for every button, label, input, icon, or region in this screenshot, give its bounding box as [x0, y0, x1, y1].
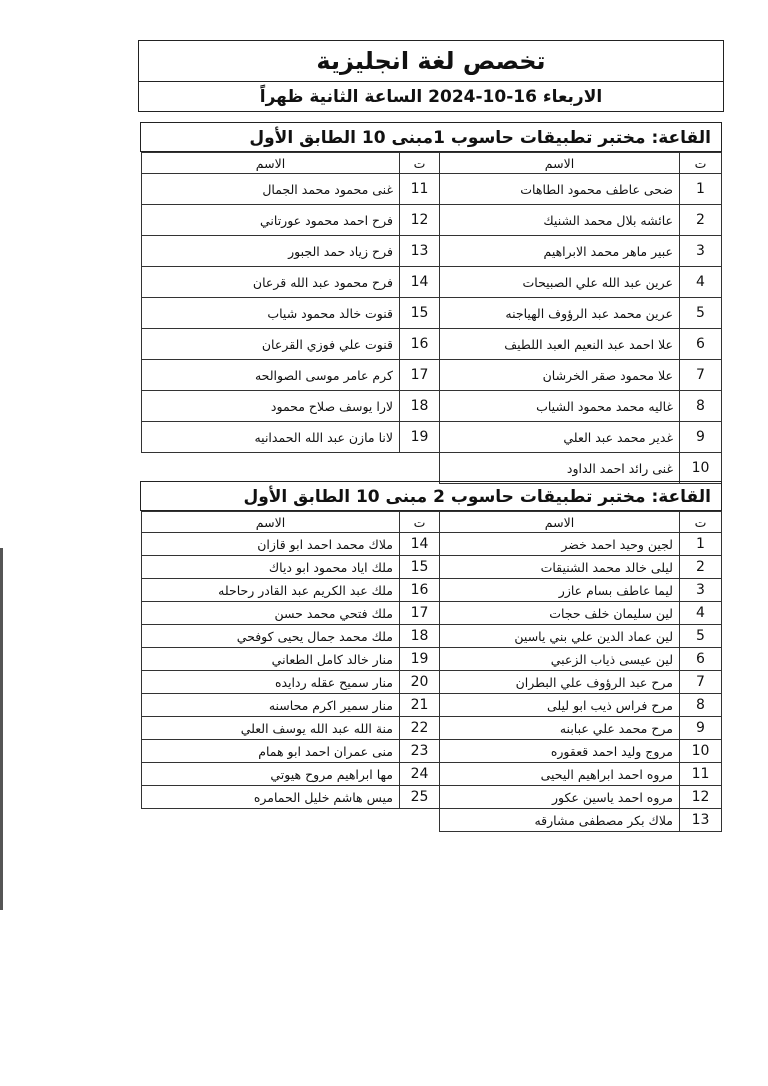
- hall-section-1: [140, 122, 722, 484]
- student-name: قنوت علي فوزي القرعان: [142, 329, 400, 360]
- student-name: غاليه محمد محمود الشياب: [440, 391, 680, 422]
- row-number: 4: [680, 602, 722, 625]
- empty-cell: [142, 809, 400, 832]
- student-name: منى عمران احمد ابو همام: [142, 740, 400, 763]
- table-row: [142, 625, 722, 648]
- student-name: علا محمود صقر الخرشان: [440, 360, 680, 391]
- student-name: مها ابراهيم مروح هيوتي: [142, 763, 400, 786]
- table-header-row: [142, 512, 722, 533]
- row-number: 10: [680, 740, 722, 763]
- student-name: لين عيسى ذياب الزعبي: [440, 648, 680, 671]
- student-name: ملاك بكر مصطفى مشارقه: [440, 809, 680, 832]
- exam-date-time: الاربعاء 16-10-2024 الساعة الثانية ظهراً: [259, 87, 603, 107]
- hall-title: القاعة: مختبر تطبيقات حاسوب 1مبنى 10 الطابق الأول: [140, 122, 722, 152]
- student-name: لارا يوسف صلاح محمود: [142, 391, 400, 422]
- table-row: [142, 422, 722, 453]
- row-number: 24: [400, 763, 440, 786]
- col-header-name: الاسم: [142, 153, 400, 174]
- row-number: 1: [680, 174, 722, 205]
- student-name: غدير محمد عبد العلي: [440, 422, 680, 453]
- row-number: 19: [400, 648, 440, 671]
- row-number: 21: [400, 694, 440, 717]
- row-number: 11: [680, 763, 722, 786]
- student-table: [141, 152, 722, 484]
- student-name: ملك محمد جمال يحيى كوفحي: [142, 625, 400, 648]
- table-row: [142, 391, 722, 422]
- scan-edge: [0, 548, 3, 910]
- row-number: 1: [680, 533, 722, 556]
- row-number: 20: [400, 671, 440, 694]
- empty-cell: [400, 809, 440, 832]
- row-number: 7: [680, 671, 722, 694]
- student-name: فرح احمد محمود عورتاني: [142, 205, 400, 236]
- row-number: 8: [680, 694, 722, 717]
- row-number: 5: [680, 625, 722, 648]
- student-name: لين سليمان خلف حجات: [440, 602, 680, 625]
- empty-cell: [400, 453, 440, 484]
- row-number: 12: [680, 786, 722, 809]
- student-name: ليلى خالد محمد الشنيقات: [440, 556, 680, 579]
- table-row: [142, 360, 722, 391]
- table-row: [142, 329, 722, 360]
- table-header-row: [142, 153, 722, 174]
- table-row: [142, 267, 722, 298]
- row-number: 9: [680, 422, 722, 453]
- col-header-name: الاسم: [440, 512, 680, 533]
- row-number: 12: [400, 205, 440, 236]
- row-number: 16: [400, 579, 440, 602]
- row-number: 14: [400, 533, 440, 556]
- row-number: 14: [400, 267, 440, 298]
- student-name: غنى رائد احمد الداود: [440, 453, 680, 484]
- student-name: ملك اياد محمود ابو دياك: [142, 556, 400, 579]
- table-row: [142, 694, 722, 717]
- row-number: 8: [680, 391, 722, 422]
- hall-section-2: [140, 481, 722, 832]
- student-name: مرح عبد الرؤوف علي البطران: [440, 671, 680, 694]
- student-name: مرح محمد علي عبابنه: [440, 717, 680, 740]
- row-number: 17: [400, 360, 440, 391]
- row-number: 18: [400, 625, 440, 648]
- row-number: 25: [400, 786, 440, 809]
- col-header-number: ت: [680, 512, 722, 533]
- row-number: 23: [400, 740, 440, 763]
- row-number: 17: [400, 602, 440, 625]
- student-name: عبير ماهر محمد الابراهيم: [440, 236, 680, 267]
- student-name: قنوت خالد محمود شياب: [142, 298, 400, 329]
- row-number: 3: [680, 236, 722, 267]
- student-name: ملك فتحي محمد حسن: [142, 602, 400, 625]
- student-name: علا احمد عبد النعيم العبد اللطيف: [440, 329, 680, 360]
- student-name: ليما عاطف بسام عازر: [440, 579, 680, 602]
- row-number: 5: [680, 298, 722, 329]
- student-name: لجين وحيد احمد خضر: [440, 533, 680, 556]
- row-number: 22: [400, 717, 440, 740]
- col-header-name: الاسم: [142, 512, 400, 533]
- table-row: [142, 786, 722, 809]
- empty-cell: [142, 453, 400, 484]
- table-row: [142, 205, 722, 236]
- table-row: [142, 671, 722, 694]
- student-name: ملك عبد الكريم عبد القادر رحاحله: [142, 579, 400, 602]
- table-row: [142, 717, 722, 740]
- student-name: منار خالد كامل الطعاني: [142, 648, 400, 671]
- student-name: مروج وليد احمد قعقوره: [440, 740, 680, 763]
- table-row: [142, 740, 722, 763]
- table-row: [142, 648, 722, 671]
- row-number: 15: [400, 556, 440, 579]
- col-header-number: ت: [400, 153, 440, 174]
- row-number: 9: [680, 717, 722, 740]
- student-name: فرح زياد حمد الجبور: [142, 236, 400, 267]
- col-header-number: ت: [400, 512, 440, 533]
- hall-title: القاعة: مختبر تطبيقات حاسوب 2 مبنى 10 الطابق الأول: [140, 481, 722, 511]
- row-number: 15: [400, 298, 440, 329]
- student-name: عرين عبد الله علي الصبيحات: [440, 267, 680, 298]
- col-header-number: ت: [680, 153, 722, 174]
- student-name: كرم عامر موسى الصوالحه: [142, 360, 400, 391]
- student-name: مروه احمد ياسين عكور: [440, 786, 680, 809]
- table-row: [142, 533, 722, 556]
- row-number: 4: [680, 267, 722, 298]
- student-name: مرح فراس ذيب ابو ليلى: [440, 694, 680, 717]
- row-number: 2: [680, 205, 722, 236]
- document-title: تخصص لغة انجليزية: [139, 41, 723, 82]
- row-number: 13: [680, 809, 722, 832]
- table-row: [142, 236, 722, 267]
- row-number: 10: [680, 453, 722, 484]
- table-row: [142, 298, 722, 329]
- student-name: منار سميح عقله ردايده: [142, 671, 400, 694]
- student-name: لين عماد الدين علي بني ياسين: [440, 625, 680, 648]
- student-name: منة الله عبد الله يوسف العلي: [142, 717, 400, 740]
- col-header-name: الاسم: [440, 153, 680, 174]
- row-number: 7: [680, 360, 722, 391]
- table-row: [142, 602, 722, 625]
- row-number: 16: [400, 329, 440, 360]
- row-number: 19: [400, 422, 440, 453]
- table-row: [142, 809, 722, 832]
- row-number: 11: [400, 174, 440, 205]
- table-row: [142, 763, 722, 786]
- student-name: مروه احمد ابراهيم اليحيى: [440, 763, 680, 786]
- table-row: [142, 556, 722, 579]
- student-table: [141, 511, 722, 832]
- document-header: [138, 40, 724, 112]
- student-name: ميس هاشم خليل الحمامره: [142, 786, 400, 809]
- student-name: غنى محمود محمد الجمال: [142, 174, 400, 205]
- student-name: عرين محمد عبد الرؤوف الهياجنه: [440, 298, 680, 329]
- table-row: [142, 579, 722, 602]
- student-name: عائشه بلال محمد الشنيك: [440, 205, 680, 236]
- row-number: 13: [400, 236, 440, 267]
- table-row: [142, 174, 722, 205]
- student-name: منار سمير اكرم محاسنه: [142, 694, 400, 717]
- row-number: 3: [680, 579, 722, 602]
- row-number: 6: [680, 329, 722, 360]
- table-row: [142, 453, 722, 484]
- row-number: 2: [680, 556, 722, 579]
- row-number: 18: [400, 391, 440, 422]
- student-name: ملاك محمد احمد ابو قازان: [142, 533, 400, 556]
- student-name: ضحى عاطف محمود الطاهات: [440, 174, 680, 205]
- student-name: فرح محمود عبد الله قرعان: [142, 267, 400, 298]
- student-name: لانا مازن عبد الله الحمدانيه: [142, 422, 400, 453]
- row-number: 6: [680, 648, 722, 671]
